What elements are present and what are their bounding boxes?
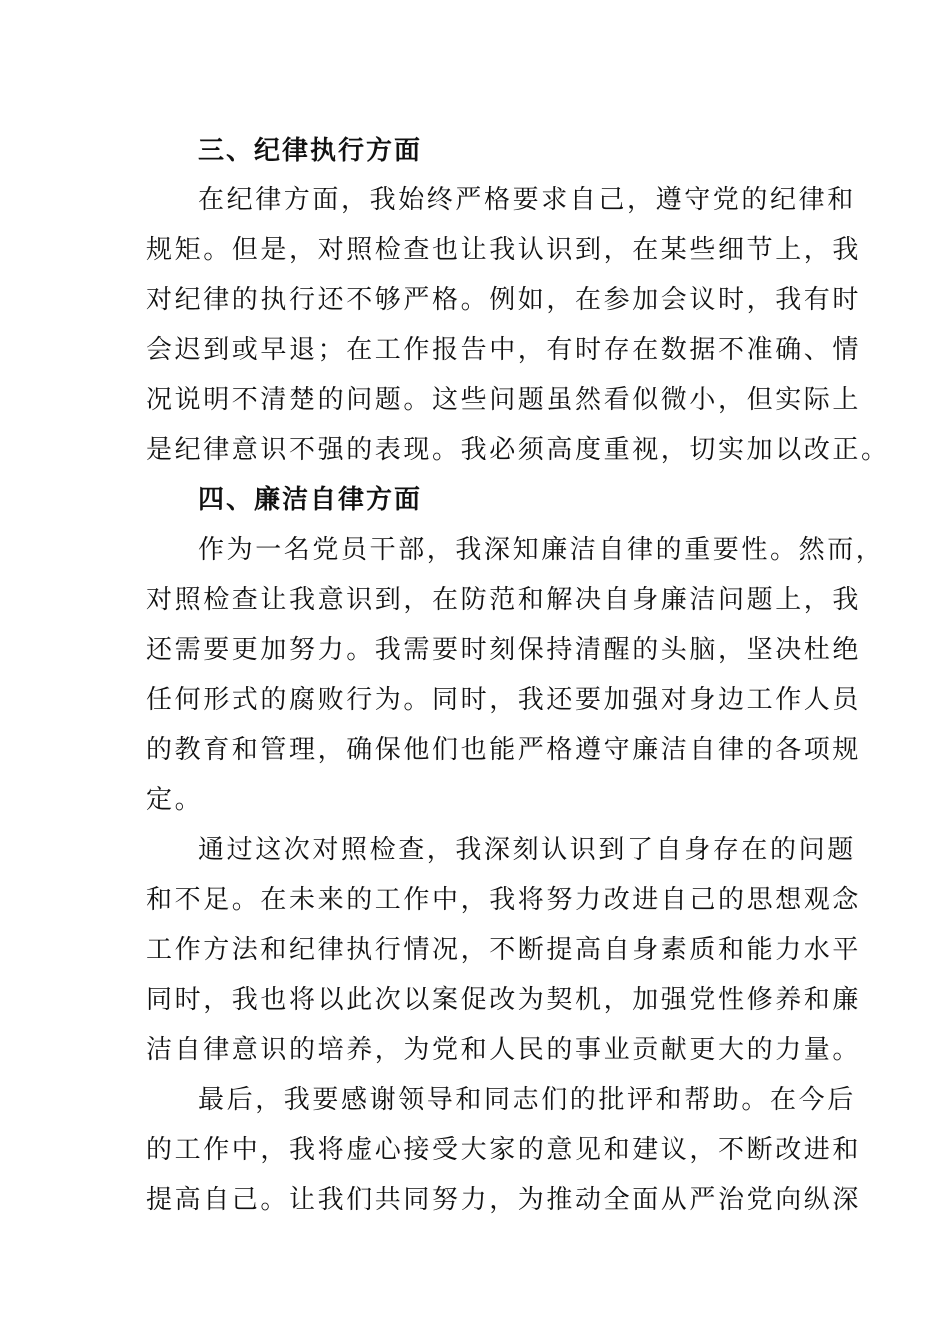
paragraph-line: 对纪律的执行还不够严格。例如，在参加会议时，我有时: [146, 285, 862, 315]
paragraph-line: 的工作中，我将虚心接受大家的意见和建议，不断改进和: [146, 1135, 862, 1165]
paragraph-line: 最后，我要感谢领导和同志们的批评和帮助。在今后: [198, 1085, 856, 1115]
paragraph-line: 是纪律意识不强的表现。我必须高度重视，切实加以改正。: [146, 435, 890, 465]
paragraph-line: 和不足。在未来的工作中，我将努力改进自己的思想观念: [146, 885, 862, 915]
paragraph-line: 的教育和管理，确保他们也能严格遵守廉洁自律的各项规: [146, 735, 862, 765]
paragraph-line: 洁自律意识的培养，为党和人民的事业贡献更大的力量。: [146, 1035, 862, 1065]
paragraph-line: 同时，我也将以此次以案促改为契机，加强党性修养和廉: [146, 985, 862, 1015]
paragraph-line: 对照检查让我意识到，在防范和解决自身廉洁问题上，我: [146, 585, 862, 615]
section-heading-discipline: 三、纪律执行方面: [198, 136, 423, 166]
paragraph-line: 通过这次对照检查，我深刻认识到了自身存在的问题: [198, 835, 856, 865]
section-heading-integrity: 四、廉洁自律方面: [198, 485, 423, 515]
paragraph-line: 况说明不清楚的问题。这些问题虽然看似微小，但实际上: [146, 385, 862, 415]
paragraph-line: 提高自己。让我们共同努力，为推动全面从严治党向纵深: [146, 1185, 862, 1215]
paragraph-line: 任何形式的腐败行为。同时，我还要加强对身边工作人员: [146, 685, 862, 715]
paragraph-line: 规矩。但是，对照检查也让我认识到，在某些细节上，我: [146, 235, 862, 265]
paragraph-line: 定。: [146, 785, 204, 815]
paragraph-line: 还需要更加努力。我需要时刻保持清醒的头脑，坚决杜绝: [146, 635, 862, 665]
paragraph-line: 作为一名党员干部，我深知廉洁自律的重要性。然而，: [198, 535, 885, 565]
paragraph-line: 会迟到或早退；在工作报告中，有时存在数据不准确、情: [146, 335, 862, 365]
paragraph-line: 工作方法和纪律执行情况，不断提高自身素质和能力水平: [146, 935, 862, 965]
paragraph-line: 在纪律方面，我始终严格要求自己，遵守党的纪律和: [198, 185, 856, 215]
